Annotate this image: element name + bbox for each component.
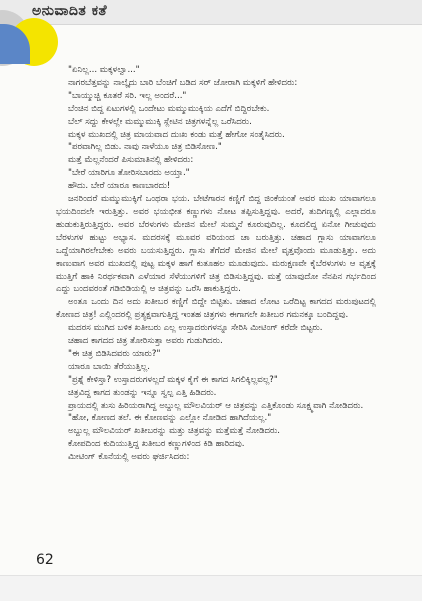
paragraph: "ಏನಿಲ್ಲ... ಮಕ್ಕಳಲ್ವಾ..." <box>68 65 140 75</box>
paragraph: ಬೆಂಚಿನ ಬಿದ್ದ ಏಟುಗಳಲ್ಲಿ ಒಂದೇಟು ಮಮ್ಮುಮುಕ್ಕಿಯ ಎದೆಗೆ ಬಿದ್ದಿರಬೇಕು. <box>68 103 270 114</box>
paragraph: "ಹೋ, ಕೋಣದ ತಲೆ. ಈ ಕೋಣವನ್ನು ಎಲ್ಲೋ ನೋಡಿದ ಹಾಗಿದೆಯಲ್ಲ." <box>68 413 272 424</box>
paragraph: ಯಾರೂ ಬಾಯಿ ತೆರೆಯುತ್ತಿಲ್ಲ. <box>68 361 150 372</box>
paragraph: ಬೆಲ್ ಸದ್ದು ಕೇಳಲ್ಲೇ ಮಮ್ಮುಮುಕ್ಕಿ ಸ್ಲೇಟಿನ ಚಿತ್ರಗಳನ್ನೆಲ್ಲ ಒರೆಸಿದರು. <box>68 116 252 127</box>
footer-band <box>0 575 422 601</box>
paragraph: ಮೀಟಿಂಗ್ ಕೊನೆಯಲ್ಲಿ ಅವರು ಘರ್ಜಿಸಿದರು: <box>68 452 190 463</box>
paragraph: ಮದರಸ ಮುಗಿದ ಬಳಿಕ ಖತೀಬರು ಎಲ್ಲ ಉಸ್ತಾದರುಗಳನ್ನೂ ಸೇರಿಸಿ ಮೀಟಿಂಗ್ ಕರೆದೇ ಬಿಟ್ಟರು. <box>68 323 323 334</box>
paragraph: ಕೋಪದಿಂದ ಕುದಿಯುತ್ತಿದ್ದ ಖತೀಬರ ಕಣ್ಣುಗಳಿಂದ ಕಿಡಿ ಹಾರಿದವು. <box>68 439 245 450</box>
paragraph: ಜನರಿಂದರೆ ಮಮ್ಮುಮುಕ್ಕಿಗೆ ಒಂಥರಾ ಭಯ. ಬೇಟೆಗಾರನ ಕಣ್ಣಿಗೆ ಬಿದ್ದ ಜಿಂಕೆಯಂತೆ ಅವರ ಮುಖ ಯಾವಾಗಲೂ ಭಯದಿಂದಲೇ ಇರುತ್ತಿತ್ತು. ಅವರ ಭಯಭೀತ ಕಣ್ಣುಗಳು ನೋಟ ತಪ್ಪಿಸುತ್ತಿದ್ದವು. ಅದರೆ, ತುದಿಗಣ್ಣಲ್ಲಿ ಎಲ್ಲಾದರೂ ಹುಡುಕುತ್ತಿರುತ್ತಿದ್ದರು. ಅವರ ಬೆರಳುಗಳು ಮೇಜಿನ ಮೇಲೆ ಸುಮ್ಮನೆ ಕೂರುವುದಿಲ್ಲ. ಕೂದಲಿದ್ದ ಏನೋ ಗೀಚುವುದು ಬೆರಳುಗಳ ಹುಟ್ಟು ಅಭ್ಯಾಸ. ಮದರಸಕ್ಕೆ ಮೂವರ ವಠಿಯಂದ ಚಾ ಬರುತ್ತಿತ್ತು. ಚಹಾದ ಗ್ಲಾಸು ಯಾವಾಗಲೂ ಒದ್ದೆಯಾಗಿರಲೇಬೇಕು ಅವರು ಬಯಸುತ್ತಿದ್ದರು. ಗ್ಲಾಸು ತೆಗೆದರೆ ಮೇಜಿನ ಮೇಲೆ ವೃತ್ತವೊಂದು ಮೂಡುತ್ತಿತ್ತು. ಅದು ಕಾಣುವಾಗ ಅವರ ಮುಖದಲ್ಲಿ ಪುಟ್ಟ ಮಕ್ಕಳ ಹಾಗೆ ಕುತೂಹಲ ಮೂಡುವುದು. ಮರುಕ್ಷಣವೇ ಕೈಬೆರಳುಗಳು ಆ ವೃತ್ತಕ್ಕೆ ಮುತ್ತಿಗೆ ಹಾಕಿ ನಿರರ್ಥಕವಾಗಿ ಎಳೆಯಾರ ಸೆಳೆಯುಗಳಿಗೆ ಚಿತ್ರ ಬಿಡಿಸುತ್ತಿದ್ದವು. ಮತ್ತೆ ಯಾವುದೋ ನೆನಪಿನ ಗರ್ಭದಿಂದ ಎದ್ದು ಬಂದವರಂತೆ ಗಡಿಬಿಡಿಯಲ್ಲಿ ಆ ಚಿತ್ರವನ್ನು ಒರೆಸಿ ಹಾಕುತ್ತಿದ್ದರು. <box>56 194 376 295</box>
paragraph: ಚಹಾದ ಕಾಗದದ ಚಿತ್ರ ತೋರಿಸುತ್ತಾ ಅವರು ಗುಡುಗಿದರು. <box>68 336 223 347</box>
paragraph: "ಪ್ರಶ್ನೆ ಕೇಳಿಸ್ತಾ? ಉಸ್ತಾದರುಗಳಲ್ಲದೆ ಮಕ್ಕಳ ಕೈಗೆ ಈ ಕಾಗದ ಸಿಗಲಿಕ್ಕಿಲ್ಲವಲ್ಲ?" <box>68 374 278 385</box>
paragraph: ಪ್ರಾಯದಲ್ಲಿ ತುಸು ಹಿರಿಯರಾಗಿದ್ದ ಅಬ್ದುಲ್ಲ ಮೌಲವಿಯರ್ ಆ ಚಿತ್ರವನ್ನು ಎತ್ತಿಕೊಂಡು ಸೂಕ್ಷ್ಮವಾಗಿ ನೋಡಿದರು. <box>68 400 364 411</box>
paragraph: ಮಕ್ಕಳ ಮುಖದಲ್ಲಿ ಚಿತ್ರ ಮಾಯವಾದ ದುಃಖ ಕಂಡು ಮತ್ತೆ ಹೇಗೋ ಸಂತೈಸಿದರು. <box>68 129 285 140</box>
paragraph: ಅಂತೂ ಒಂದು ದಿನ ಅದು ಖತೀಬರ ಕಣ್ಣಿಗೆ ಬಿದ್ದೇ ಬಿಟ್ಟಿತು. ಚಹಾದ ಲೋಟ ಒರೆದಿಟ್ಟ ಕಾಗದದ ಮರುಪುಟದಲ್ಲಿ ಕೋಣದ ಚಿತ್ರ! ಎಲ್ಲಿಂದರಲ್ಲಿ ಪ್ರತ್ಯಕ್ಷವಾಗುತ್ತಿದ್ದ ಇಂತಹ ಚಿತ್ರಗಳು ಈಗಾಗಲೇ ಖತೀಬರ ಗಮನಕ್ಕೂ ಬಂದಿದ್ದವು. <box>56 297 376 321</box>
paragraph: ಚಿತ್ರವಿದ್ದ ಕಾಗದ ತುಂಡನ್ನು ಇನ್ನೂ ಸ್ವಲ್ಪ ಎತ್ತಿ ಹಿಡಿದರು. <box>68 387 217 398</box>
paragraph: ಮತ್ತೆ ಮೆಲ್ಲನೆಂದರೆ ಪಿಸುಮಾತಿನಲ್ಲಿ ಹೇಳಿದರು: <box>68 155 194 166</box>
paragraph: ನಾಗರಬೆತ್ತವನ್ನು ನಾಲ್ಕೈದು ಬಾರಿ ಬೆಂಚಿಗೆ ಬಡಿದ ಸರ್ ಜೋರಾಗಿ ಮಕ್ಕಳಿಗೆ ಹೇಳಿದರು: <box>68 77 298 88</box>
paragraph: "ಪರವಾಗಿಲ್ಲ ಬಿಡು. ನಾವು ನಾಳೆಯೂ ಚಿತ್ರ ಬಿಡಿಸೋಣ." <box>68 142 222 153</box>
page-number: 62 <box>36 552 54 568</box>
story-text <box>56 64 376 464</box>
running-header <box>0 0 422 25</box>
paragraph: ಹೌದು. ಬೇರೆ ಯಾರೂ ಕಾಣಬಾರದು! <box>68 181 171 192</box>
paragraph: "ಈ ಚಿತ್ರ ಬಿಡಿಸಿದವರು ಯಾರು?" <box>68 348 161 359</box>
paragraph: "ಬೇರೆ ಯಾರಿಗೂ ತೋರಿಸಬಾರದು ಅಯ್ತಾ." <box>68 168 190 179</box>
paragraph: "ಬಾಯ್ಮುಚ್ಚಿ ಕೂತರೆ ಸರಿ. ಇಲ್ಲ ಅಂದರೆ..." <box>68 90 187 101</box>
section-title: ಅನುವಾದಿತ ಕತೆ <box>32 3 108 19</box>
paragraph: ಅಬ್ದುಲ್ಲ ಮೌಲವಿಯರ್ ಖತೀಬರನ್ನು ಮತ್ತು ಚಿತ್ರವನ್ನು ಮತ್ತೆಮತ್ತೆ ನೋಡಿದರು. <box>68 426 281 437</box>
